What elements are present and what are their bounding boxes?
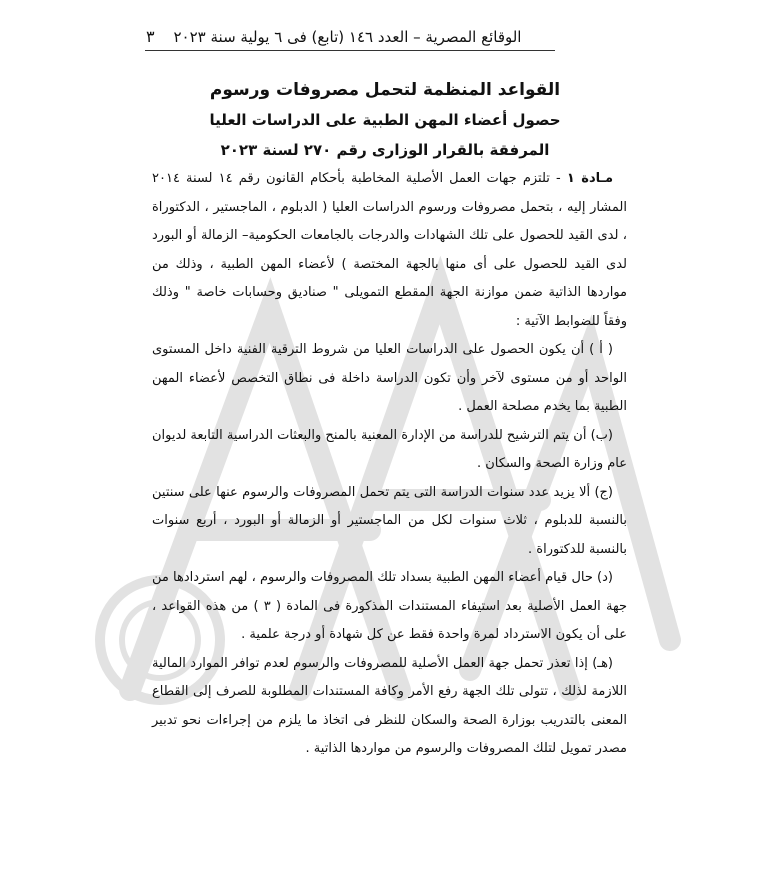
clause-d: (د) حال قيام أعضاء المهن الطبية بسداد تلك المصروفات والرسوم ، لهم استردادها من جهة العمل الأصلية بعد استيفاء المستندات المذكورة فى المادة ( ٣ ) من هذه القواعد ، على أن يكون الاسترداد لمرة واحدة فقط عن كل شهادة أو درجة علمية . [152,570,627,642]
article-intro-text: - تلتزم جهات العمل الأصلية المخاطبة بأحكام القانون رقم ١٤ لسنة ٢٠١٤ المشار إليه ، بتحمل مصروفات ورسوم الدراسات العليا ( الدبلوم ، الماجستير ، الدكتوراة ، لدى القيد للحصول على تلك الشهادات والدرجات بالجامعات الحكومية– الزمالة أو البورد لدى القيد للحصول على أى منها بالجهة المختصة ) لأعضاء المهن الطبية ، وذلك من مواردها الذاتية ضمن موازنة الجهة المقطع التمويلى " صناديق وحسابات خاصة " وذلك وفقاً للضوابط الآتية : [152,171,627,329]
header-divider [145,50,555,51]
clause-b: (ب) أن يتم الترشيح للدراسة من الإدارة المعنية بالمنح والبعثات الدراسية التابعة لديوان عام وزارة الصحة والسكان . [152,427,627,471]
document-main-title: القواعد المنظمة لتحمل مصروفات ورسوم [209,80,561,100]
article-intro-paragraph [152,165,627,336]
decree-reference: المرفقة بالقرار الوزارى رقم ٢٧٠ لسنة ٢٠٢٣ [220,141,550,159]
gazette-header-title: الوقائع المصرية – العدد ١٤٦ (تابع) فى ٦ يولية سنة ٢٠٢٣ [173,28,522,46]
page-number: ٣ [146,27,155,46]
article-label: مـادة ١ [566,171,613,186]
clause-a: ( أ ) أن يكون الحصول على الدراسات العليا من شروط الترقية الفنية داخل المستوى الواحد أو من مستوى لآخر وأن تكون الدراسة داخلة فى نطاق التخصص لأعضاء المهن الطبية بما يخدم مصلحة العمل . [152,342,627,414]
clause-e: (هـ) إذا تعذر تحمل جهة العمل الأصلية للمصروفات والرسوم لعدم توافر الموارد المالية اللازمة لذلك ، تتولى تلك الجهة رفع الأمر وكافة المستندات المطلوبة للصرف إلى القطاع المعنى بالتدريب بوزارة الصحة والسكان للنظر فى اتخاذ ما يلزم من إجراءات نحو تدبير مصدر تمويل لتلك المصروفات والرسوم من مواردها الذاتية . [152,655,627,756]
article-body [152,165,627,764]
document-subtitle: حصول أعضاء المهن الطبية على الدراسات العليا [209,111,561,129]
clause-c: (ج) ألا يزيد عدد سنوات الدراسة التى يتم تحمل المصروفات والرسوم عنها على سنتين بالنسبة للدبلوم ، ثلاث سنوات لكل من الماجستير أو الزمالة أو البورد ، أربع سنوات بالنسبة للدكتوراة . [152,484,627,557]
